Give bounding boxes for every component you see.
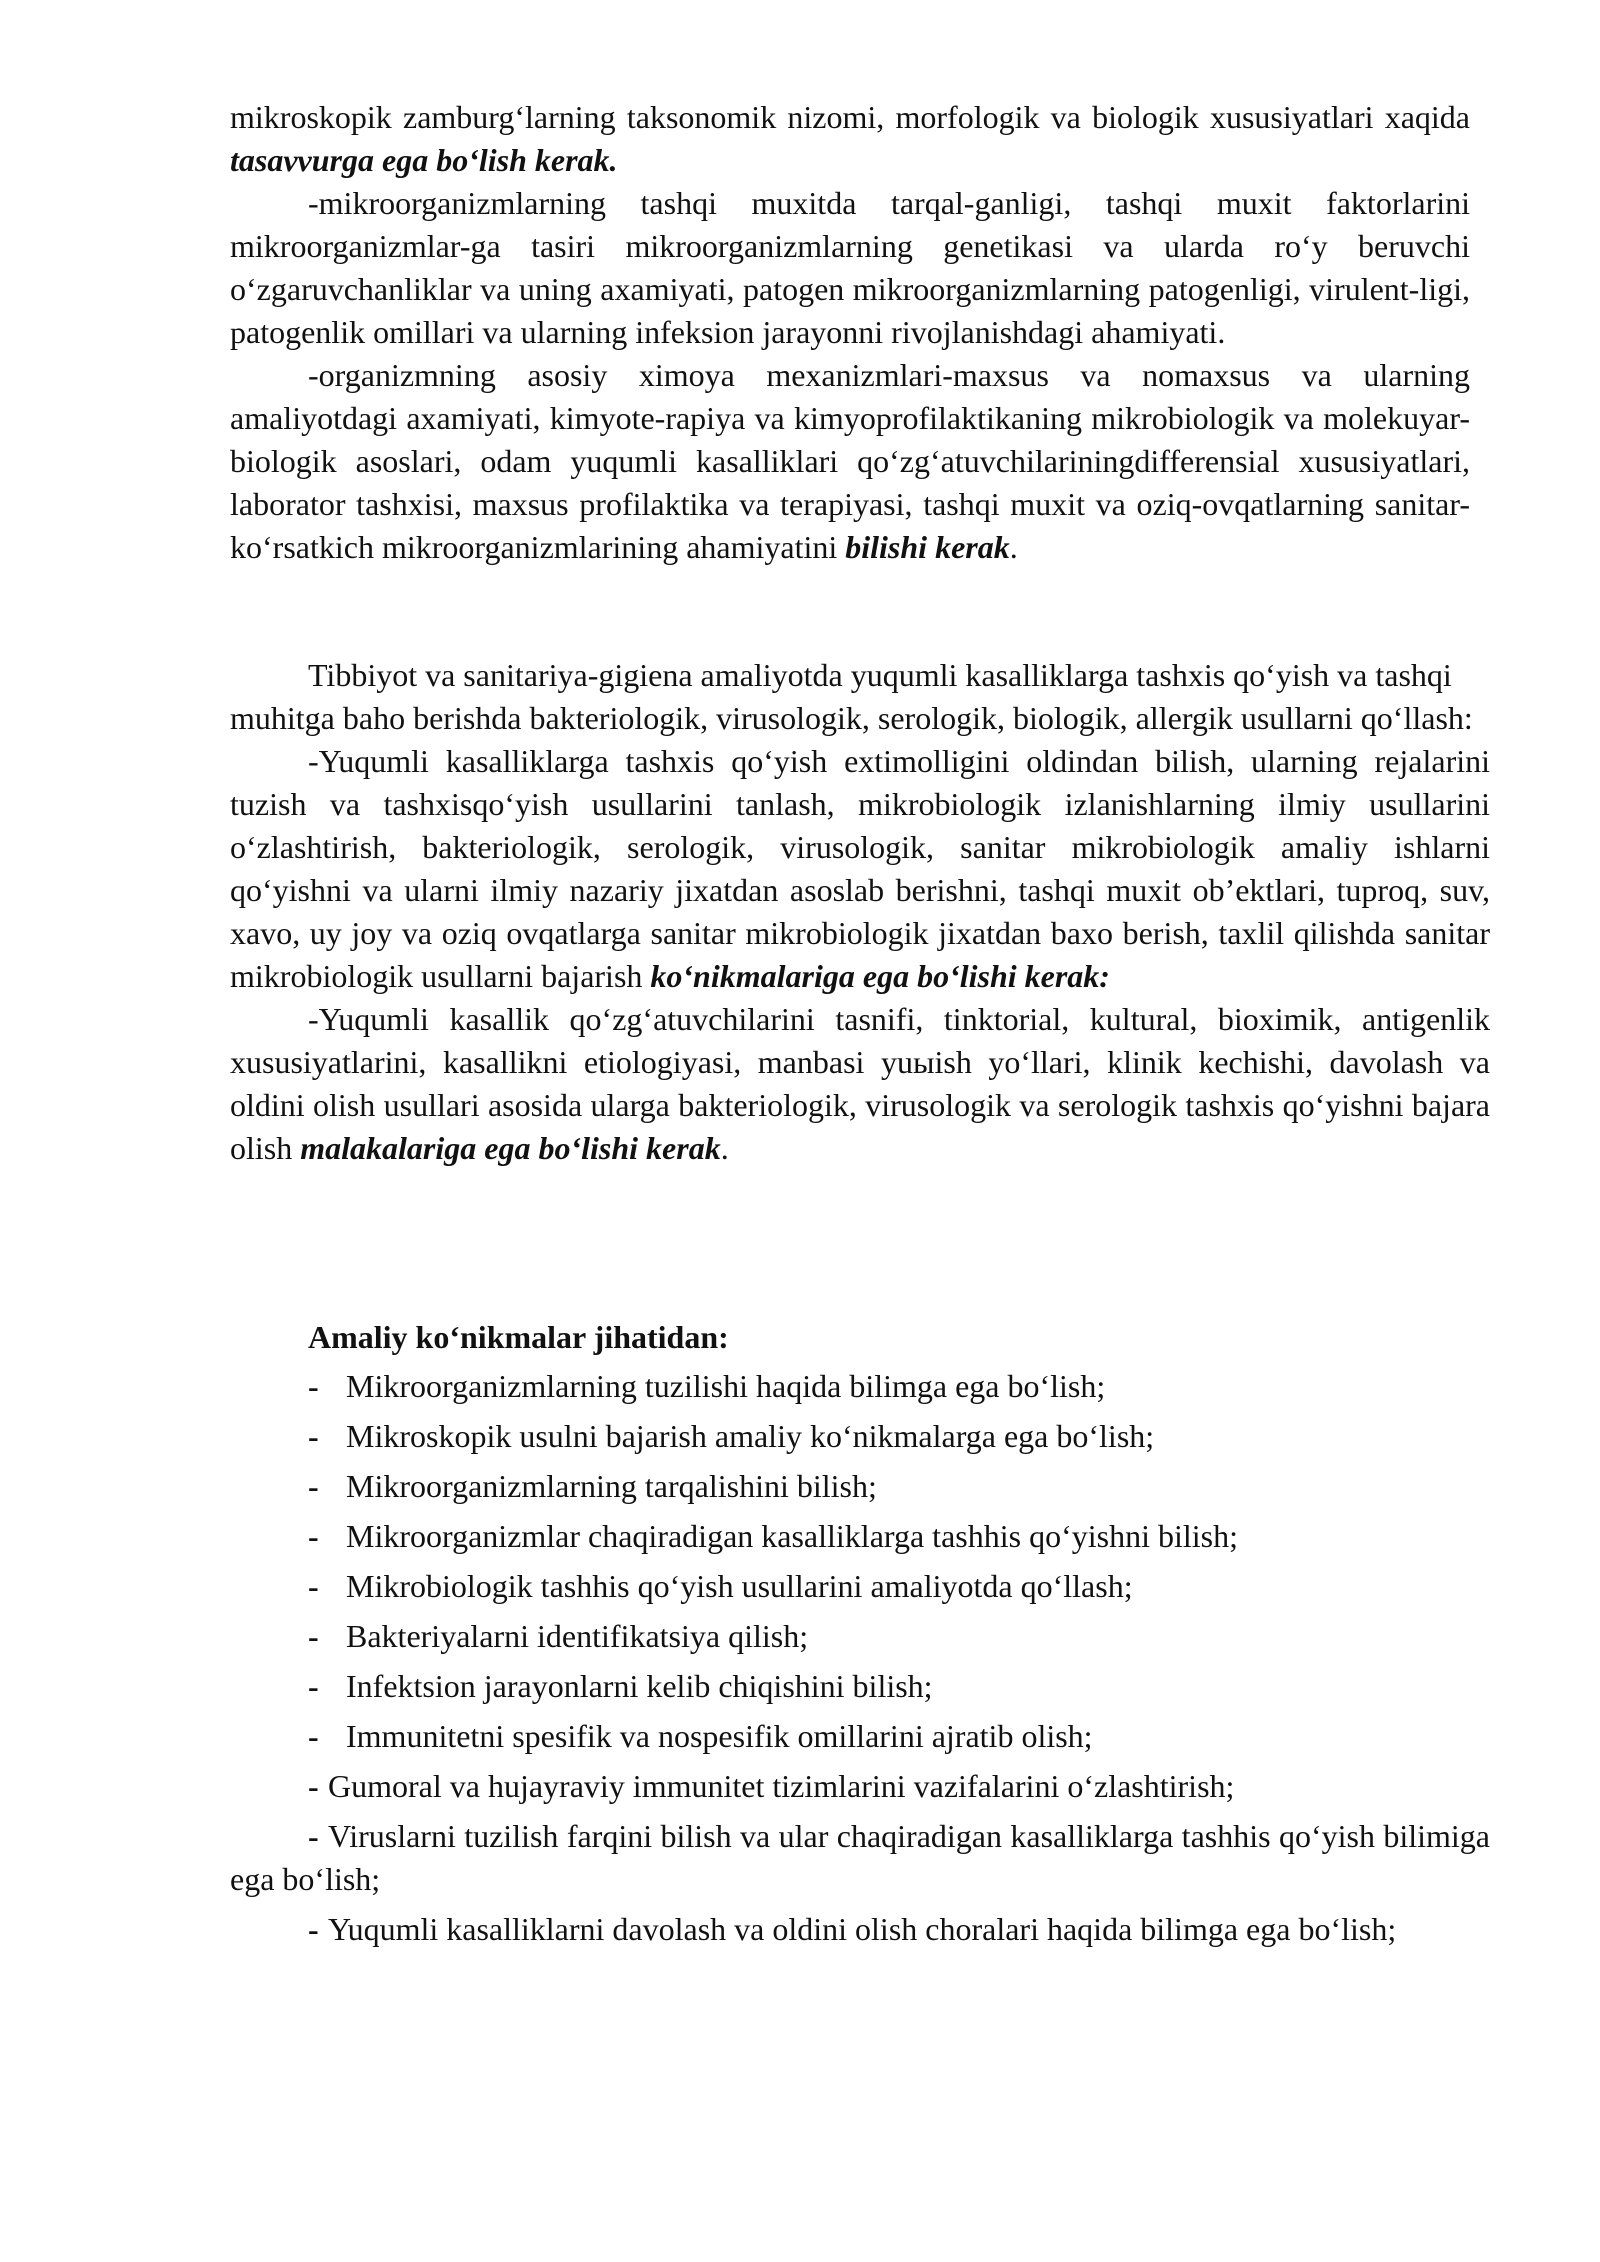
emphasis-text: malakalariga ega bo‘lishi kerak: [300, 1130, 721, 1166]
paragraph-text: Yuqumli kasallik qo‘zg‘atuvchilarini tasnifi, tinktorial, kultural, bioximik, antigenlik xususiyatlarini, kasallikni etiologiyasi, manbasi yuыish yo‘llari, klinik kechishi, davolash va oldini olish usullari asosida ularga bakteriologik, virusologik va serologik tashxis qo‘yishni bajara olish: [230, 1001, 1490, 1166]
dash-marker: -: [308, 1768, 319, 1804]
paragraph-text: mikroskopik zamburg‘larning taksonomik nizomi, morfologik va biologik xususiyatlari xaqida: [230, 99, 1470, 135]
list-item: [230, 1908, 1490, 1951]
paragraph-text: Yuqumli kasalliklarga tashxis qo‘yish extimolligini oldindan bilish, ularning rejalarini tuzish va tashxisqo‘yish usullarini tanlash, mikrobiologik izlanishlarning ilmiy usullarini o‘zlashtirish, bakteriologik, serologik, virusologik, sanitar mikrobiologik amaliy ishlarni qo‘yishni va ularni ilmiy nazariy jixatdan asoslab berishni, tashqi muxit ob’ektlari, tuproq, suv, xavo, uy joy va oziq ovqatlarga sanitar mikrobiologik jixatdan baxo berish, taxlil qilishda sanitar mikrobiologik usullarni bajarish: [230, 743, 1490, 994]
list-item: [308, 1365, 1490, 1408]
list-item-text: Immunitetni spesifik va nospesifik omillarini ajratib olish;: [346, 1718, 1093, 1754]
dash-marker: -: [308, 1468, 319, 1504]
section-heading: Amaliy ko‘nikmalar jihatidan:: [308, 1319, 729, 1355]
list-item-text: Mikrobiologik tashhis qo‘yish usullarini amaliyotda qo‘llash;: [346, 1568, 1133, 1604]
dash-marker: -: [308, 1818, 319, 1854]
list-item: [308, 1765, 1490, 1808]
paragraph-qualifications: [230, 998, 1490, 1170]
dash-marker: -: [308, 1618, 319, 1654]
paragraph-text: mikroorganizmlarning tashqi muxitda tarqal-ganligi, tashqi muxit faktorlarini mikroorganizmlar-ga tasiri mikroorganizmlarning genetikasi va ularda ro‘y beruvchi o‘zgaruvchanliklar va uning axamiyati, patogen mikroorganizmlarning patogenligi, virulent-ligi, patogenlik omillari va ularning infeksion jarayonni rivojlanishdagi ahamiyati.: [230, 185, 1470, 350]
list-item-text: Mikroorganizmlarning tarqalishini bilish;: [346, 1468, 877, 1504]
list-item-text: Gumoral va hujayraviy immunitet tizimlarini vazifalarini o‘zlashtirish;: [328, 1768, 1235, 1804]
paragraph-skills: [230, 740, 1490, 998]
list-item-text: Mikroorganizmlar chaqiradigan kasalliklarga tashhis qo‘yishni bilish;: [346, 1518, 1238, 1554]
emphasis-text: tasavvurga ega bo‘lish kerak.: [230, 142, 618, 178]
dash-marker: -: [308, 1518, 319, 1554]
dash-marker: -: [308, 1718, 319, 1754]
dash-marker: -: [308, 1668, 319, 1704]
paragraph-text: organizmning asosiy ximoya mexanizmlari-maxsus va nomaxsus va ularning amaliyotdagi axamiyati, kimyote-rapiya va kimyoprofilaktikaning mikrobiologik va molekuyar-biologik asoslari, odam yuqumli kasalliklari qo‘zg‘atuvchilariningdifferensial xususiyatlari, laborator tashxisi, maxsus profilaktika va terapiyasi, tashqi muxit va oziq-ovqatlarning sanitar-ko‘rsatkich mikroorganizmlarining ahamiyatini: [230, 357, 1470, 565]
paragraph-practice-intro: [230, 654, 1490, 740]
emphasis-text: ko‘nikmalariga ega bo‘lishi kerak:: [650, 958, 1110, 994]
paragraph-end: .: [720, 1130, 729, 1166]
skills-list: [230, 1365, 1490, 1951]
paragraph-text: Tibbiyot va sanitariya-gigiena amaliyotda yuqumli kasalliklarga tashxis qo‘yish va tashqi muhitga baho berishda bakteriologik, virusologik, serologik, biologik, allergik usullarni qo‘llash:: [230, 657, 1473, 736]
list-item-text: Viruslarni tuzilish farqini bilish va ular chaqiradigan kasalliklarga tashhis qo‘yish bilimiga ega bo‘lish;: [230, 1818, 1490, 1897]
list-item: [230, 1815, 1490, 1901]
list-item-text: Infektsion jarayonlarni kelib chiqishini bilish;: [346, 1668, 933, 1704]
paragraph-end: .: [1009, 529, 1018, 565]
dash-marker: -: [308, 185, 319, 221]
list-item-text: Mikroskopik usulni bajarish amaliy ko‘nikmalarga ega bo‘lish;: [346, 1418, 1155, 1454]
paragraph-environment: [230, 182, 1470, 354]
dash-marker: -: [308, 743, 319, 779]
dash-marker: -: [308, 1911, 319, 1947]
dash-marker: -: [308, 1418, 319, 1454]
list-item-text: Mikroorganizmlarning tuzilishi haqida bilimga ega bo‘lish;: [346, 1368, 1106, 1404]
list-item: [308, 1615, 1490, 1658]
dash-marker: -: [308, 1368, 319, 1404]
list-item: [308, 1715, 1490, 1758]
list-item-text: Bakteriyalarni identifikatsiya qilish;: [346, 1618, 809, 1654]
emphasis-text: bilishi kerak: [845, 529, 1010, 565]
dash-marker: -: [308, 1001, 319, 1037]
list-item: [308, 1415, 1490, 1458]
list-item: [308, 1565, 1490, 1608]
dash-marker: -: [308, 357, 319, 393]
paragraph-microscopic-fungi: [230, 96, 1470, 182]
objectives-section: [230, 96, 1470, 569]
list-item-text: Yuqumli kasalliklarni davolash va oldini olish choralari haqida bilimga ega bo‘lish;: [328, 1911, 1397, 1947]
practice-section: [230, 654, 1490, 1170]
dash-marker: -: [308, 1568, 319, 1604]
list-item: [308, 1665, 1490, 1708]
list-item: [308, 1465, 1490, 1508]
list-item: [308, 1515, 1490, 1558]
paragraph-protection: [230, 354, 1470, 569]
practical-skills-section: [230, 1316, 1490, 1958]
